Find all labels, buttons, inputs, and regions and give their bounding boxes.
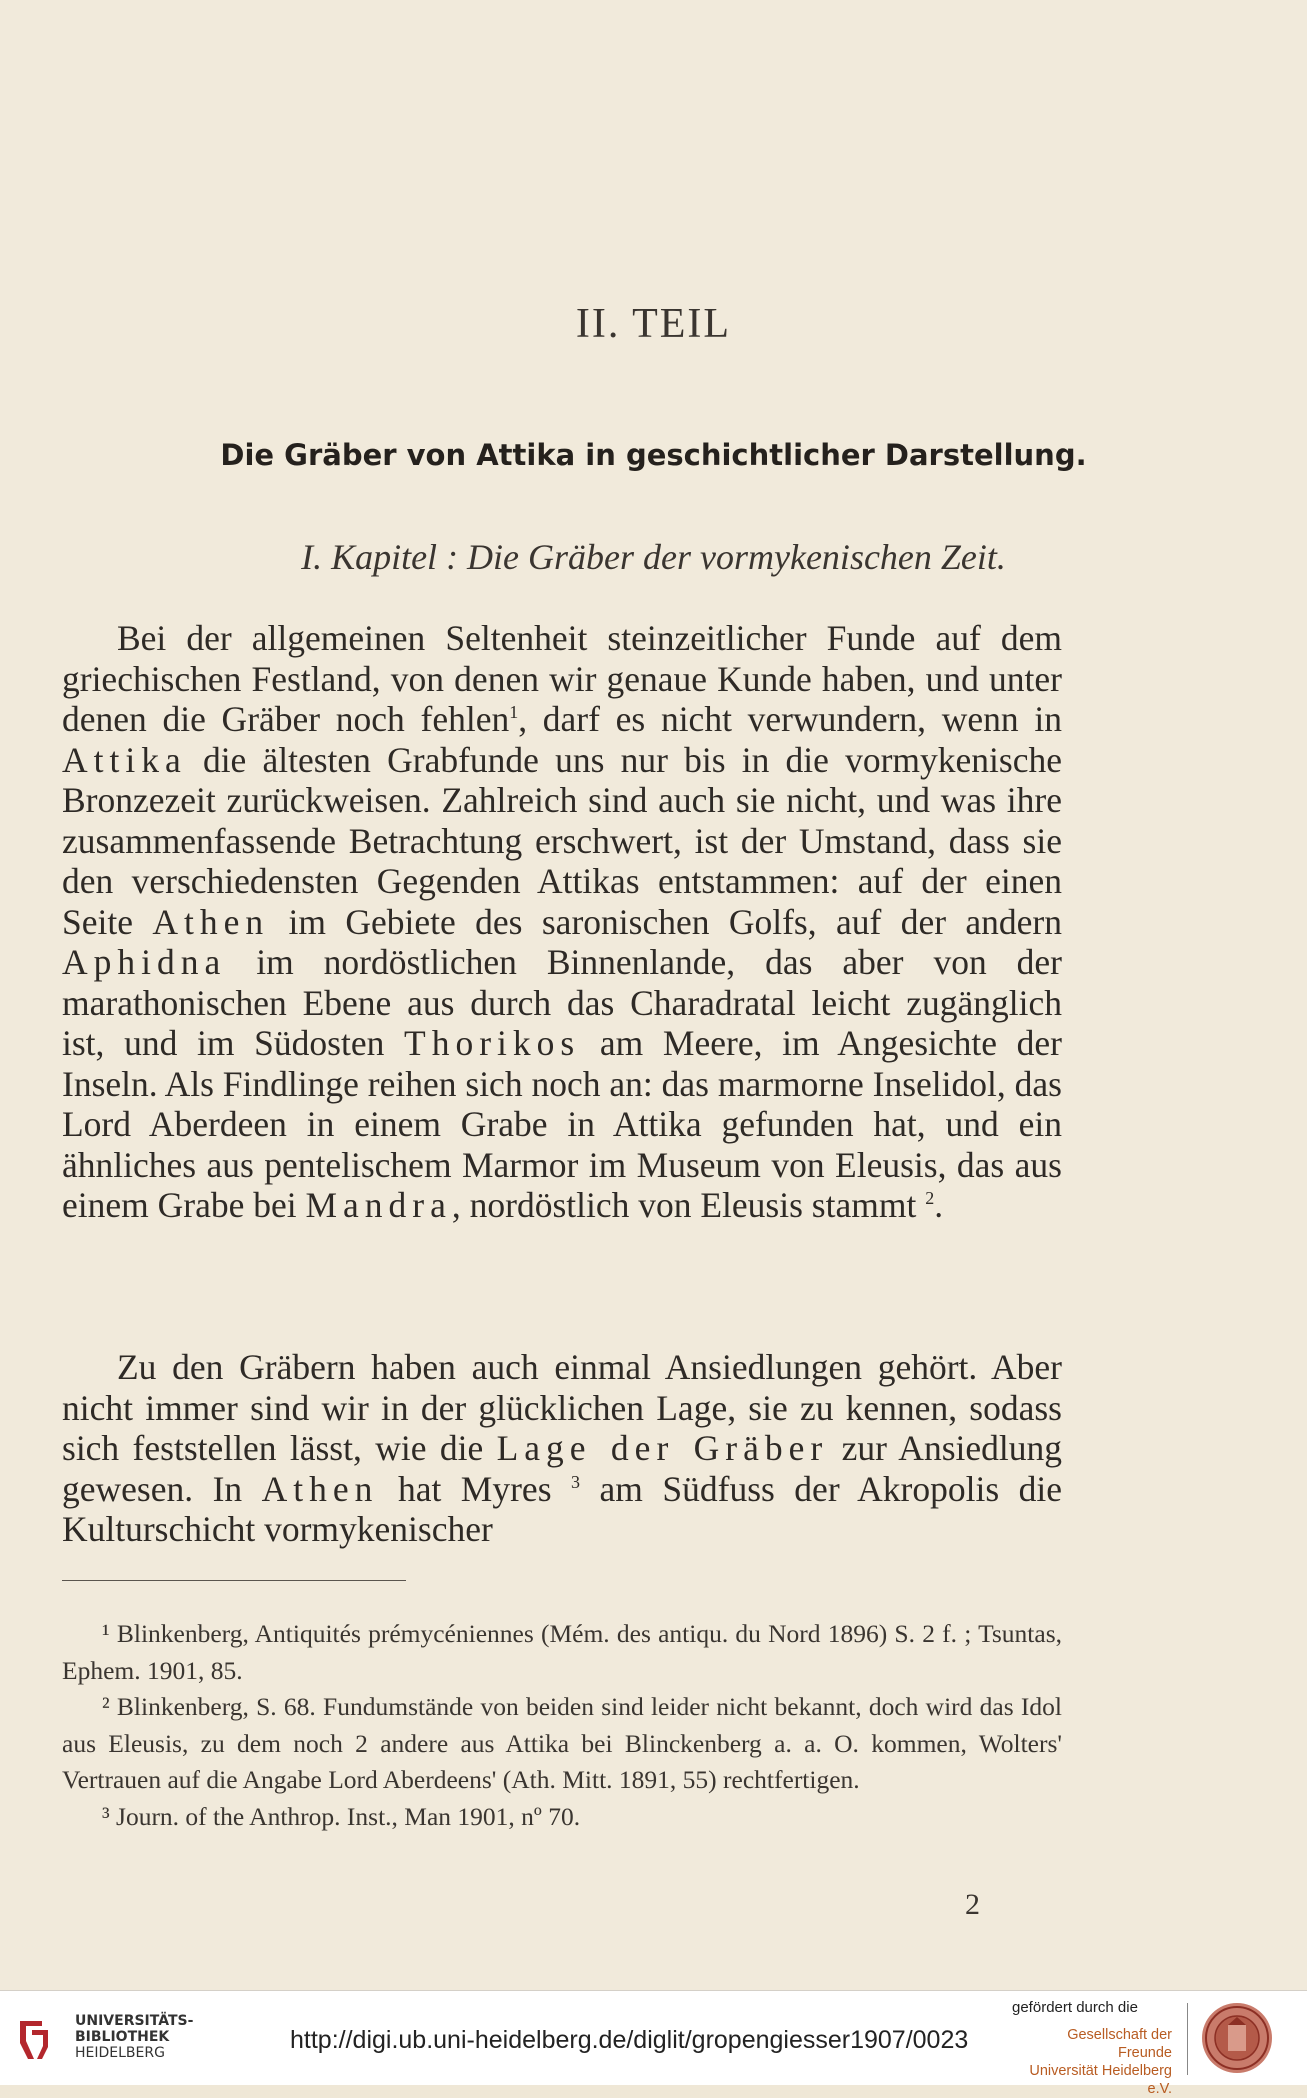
text-run: Bei der allgemeinen Seltenheit steinzeitlicher Funde auf dem griechischen Festland, von denen wir genaue Kunde haben, und unter denen die Gräber noch fehlen [62,618,1062,739]
place-name-athen: Athen [261,1468,379,1509]
footnote-ref-2: 2 [925,1188,935,1209]
viewer-footer [0,1990,1307,2097]
sponsor-name [1012,2026,1172,2098]
section-title: Die Gräber von Attika in geschichtlicher Darstellung. [220,438,1087,472]
footnotes [62,1616,1062,1835]
library-name-line: BIBLIOTHEK [75,2029,170,2045]
place-name-thorikos: Thorikos [404,1023,581,1063]
text-run: im Gebiete des saronischen Golfs, auf der andern [288,901,1062,942]
text-run: am Südfuss der Akropolis die Kulturschicht vormykenischer [62,1468,1063,1549]
permalink-url[interactable]: http://digi.ub.uni-heidelberg.de/diglit/gropengiesser1907/0023 [290,2026,969,2054]
library-name-line: HEIDELBERG [75,2045,165,2061]
place-name-mandra: Mandra [305,1185,452,1225]
sponsor-name-line: Gesellschaft der Freunde [1067,2027,1172,2061]
footnote-divider [62,1580,406,1581]
ub-heidelberg-logo-icon [14,2013,66,2065]
text-run: hat Myres [397,1468,552,1509]
text-run: im nordöstlichen Binnenlande, das aber von der marathonischen Ebene aus durch das Charadratal leicht zugänglich ist, und im Südosten [62,942,1063,1063]
footnote-ref-1: 1 [509,702,519,723]
university-seal-icon [1200,2001,1274,2075]
text-run: . [934,1185,944,1225]
library-name-line: UNIVERSITÄTS- [75,2013,194,2029]
text-run: die ältesten Grabfunde uns nur bis in die vormykenische Bronzezeit zurückweisen. Zahlreich sind auch sie nicht, und was ihre zusammenfassende Betrachtung erschwert, ist der Umstand, dass sie den verschiedensten Gegenden Attikas entstammen: auf der einen Seite [62,739,1062,942]
footnote-2: ² Blinkenberg, S. 68. Fundumstände von beiden sind leider nicht bekannt, doch wird das Idol aus Eleusis, zu dem noch 2 andere aus Attika bei Blinckenberg a. a. O. kommen, Wolters' Vertrauen auf die Angabe Lord Aberdeens' (Ath. Mitt. 1891, 55) rechtfertigen. [62,1692,1062,1794]
sponsor-name-line: Universität Heidelberg e.V. [1029,2063,1172,2097]
part-title: II. TEIL [575,301,732,347]
text-run: zur Ansiedlung gewesen. In [62,1428,1062,1509]
text-run: Zu den Gräbern haben auch einmal Ansiedlungen gehört. Aber nicht immer sind wir in der glücklichen Lage, sie zu kennen, sodass sich feststellen lässt, wie die [62,1347,1062,1468]
emphasis-lage: Lage der Gräber [496,1428,829,1468]
place-name-aphidna: Aphidna [62,942,227,982]
text-run: , darf es nicht verwundern, wenn in [518,699,1062,739]
text-run: am Meere, im Angesichte der Inseln. Als Findlinge reihen sich noch an: das marmorne Inselidol, das Lord Aberdeen in einem Grabe in Attika gefunden hat, und ein ähnliches aus pentelischem Marmor im Museum von Eleusis, das aus einem Grabe bei [62,1023,1063,1225]
footnote-ref-3: 3 [571,1471,581,1492]
place-name-athen: Athen [152,901,270,942]
text-run: , nordöstlich von Eleusis stammt [451,1185,917,1225]
chapter-title: I. Kapitel : Die Gräber der vormykenischen Zeit. [301,537,1006,577]
sponsor-label: gefördert durch die [1012,1999,1138,2016]
divider [1187,2003,1188,2075]
footnote-1: ¹ Blinkenberg, Antiquités prémycéniennes (Mém. des antiqu. du Nord 1896) S. 2 f. ; Tsuntas, Ephem. 1901, 85. [62,1619,1062,1685]
place-name-attika: Attika [62,739,187,780]
paragraph-2 [62,1347,1062,1550]
page-number: 2 [965,1888,980,1921]
footnote-3: ³ Journ. of the Anthrop. Inst., Man 1901, nº 70. [102,1801,581,1831]
library-name [75,2013,193,2061]
paragraph-1 [62,618,1062,1226]
